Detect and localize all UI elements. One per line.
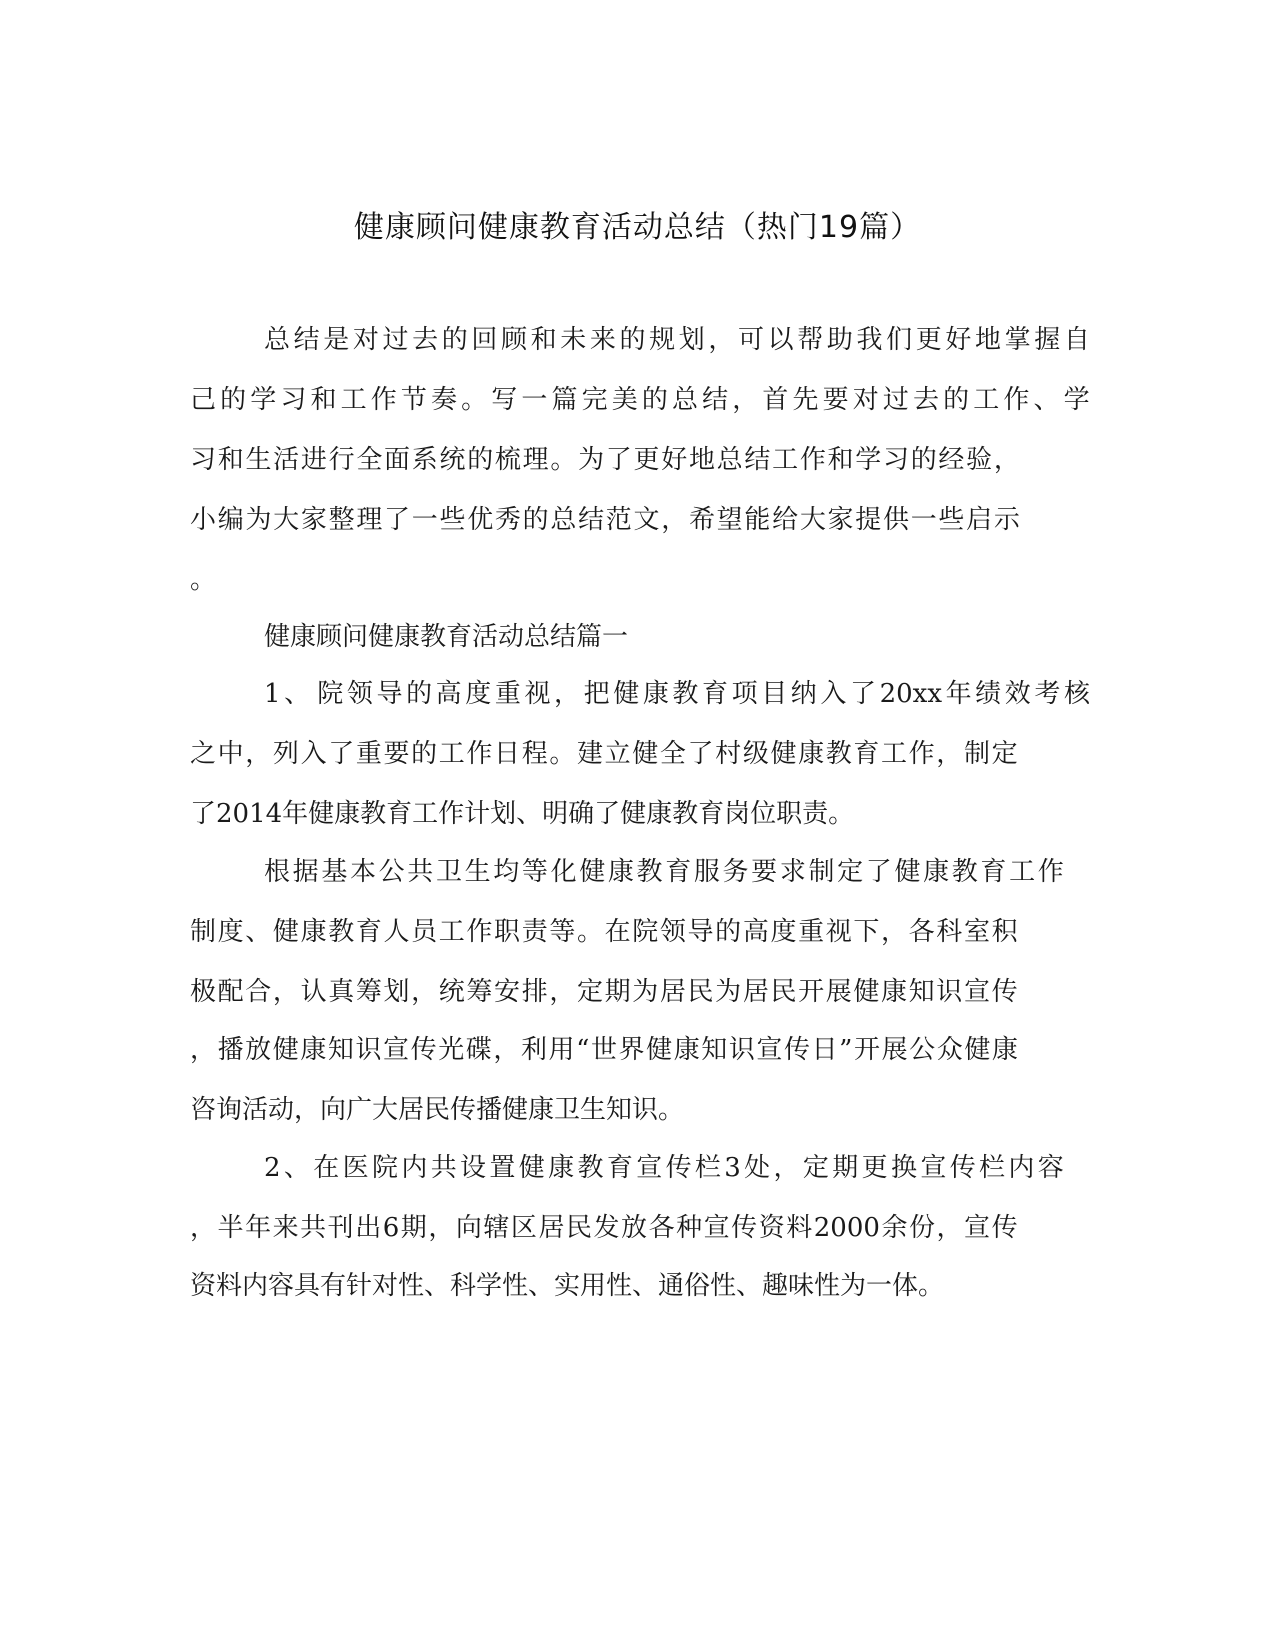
paragraph-line: ， 播 放 健 康 知 识 宣 传 光 碟 ， 利 用 “ 世 界 健 康 知 识 宣 传 日 ” 开 展 公 众 健 康 <box>190 1035 1018 1065</box>
paragraph-line: 咨询活动，向广大居民传播健康卫生知识。 <box>190 1095 685 1125</box>
paragraph-line: 制 度 、 健 康 教 育 人 员 工 作 职 责 等 。 在 院 领 导 的 高 度 重 视 下 ， 各 科 室 积 <box>190 917 1018 947</box>
paragraph-line: 己 的 学 习 和 工 作 节 奏 。 写 一 篇 完 美 的 总 结 ， 首 先 要 对 过 去 的 工 作 、 学 <box>190 385 1090 415</box>
paragraph-line: ， 半 年 来 共 刊 出 6 期 ， 向 辖 区 居 民 发 放 各 种 宣 传 资 料 2000 余 份 ， 宣 传 <box>190 1213 1018 1243</box>
paragraph-line: 。 <box>190 565 217 595</box>
paragraph-line: 2 、 在 医 院 内 共 设 置 健 康 教 育 宣 传 栏 3 处 ， 定 期 更 换 宣 传 栏 内 容 <box>264 1153 1064 1183</box>
paragraph-line: 极 配 合 ， 认 真 筹 划 ， 统 筹 安 排 ， 定 期 为 居 民 为 居 民 开 展 健 康 知 识 宣 传 <box>190 977 1018 1007</box>
section-heading: 健康顾问健康教育活动总结篇一 <box>264 622 629 652</box>
paragraph-line: 根 据 基 本 公 共 卫 生 均 等 化 健 康 教 育 服 务 要 求 制 定 了 健 康 教 育 工 作 <box>264 857 1064 887</box>
paragraph-line: 了2014年健康教育工作计划、明确了健康教育岗位职责。 <box>190 799 855 829</box>
paragraph-line: 资料内容具有针对性、科学性、实用性、通俗性、趣味性为一体。 <box>190 1271 945 1301</box>
paragraph-line: 总 结 是 对 过 去 的 回 顾 和 未 来 的 规 划 ， 可 以 帮 助 我 们 更 好 地 掌 握 自 <box>264 325 1090 355</box>
paragraph-line: 1 、 院 领 导 的 高 度 重 视 ， 把 健 康 教 育 项 目 纳 入 了 20xx 年 绩 效 考 核 <box>264 679 1090 709</box>
paragraph-line: 小 编 为 大 家 整 理 了 一 些 优 秀 的 总 结 范 文 ， 希 望 能 给 大 家 提 供 一 些 启 示 <box>190 505 1020 535</box>
paragraph-line: 习 和 生 活 进 行 全 面 系 统 的 梳 理 。 为 了 更 好 地 总 结 工 作 和 学 习 的 经 验 ， <box>190 445 1020 475</box>
document-title: 健康顾问健康教育活动总结（热门19篇） <box>353 210 922 245</box>
paragraph-line: 之 中 ， 列 入 了 重 要 的 工 作 日 程 。 建 立 健 全 了 村 级 健 康 教 育 工 作 ， 制 定 <box>190 739 1018 769</box>
